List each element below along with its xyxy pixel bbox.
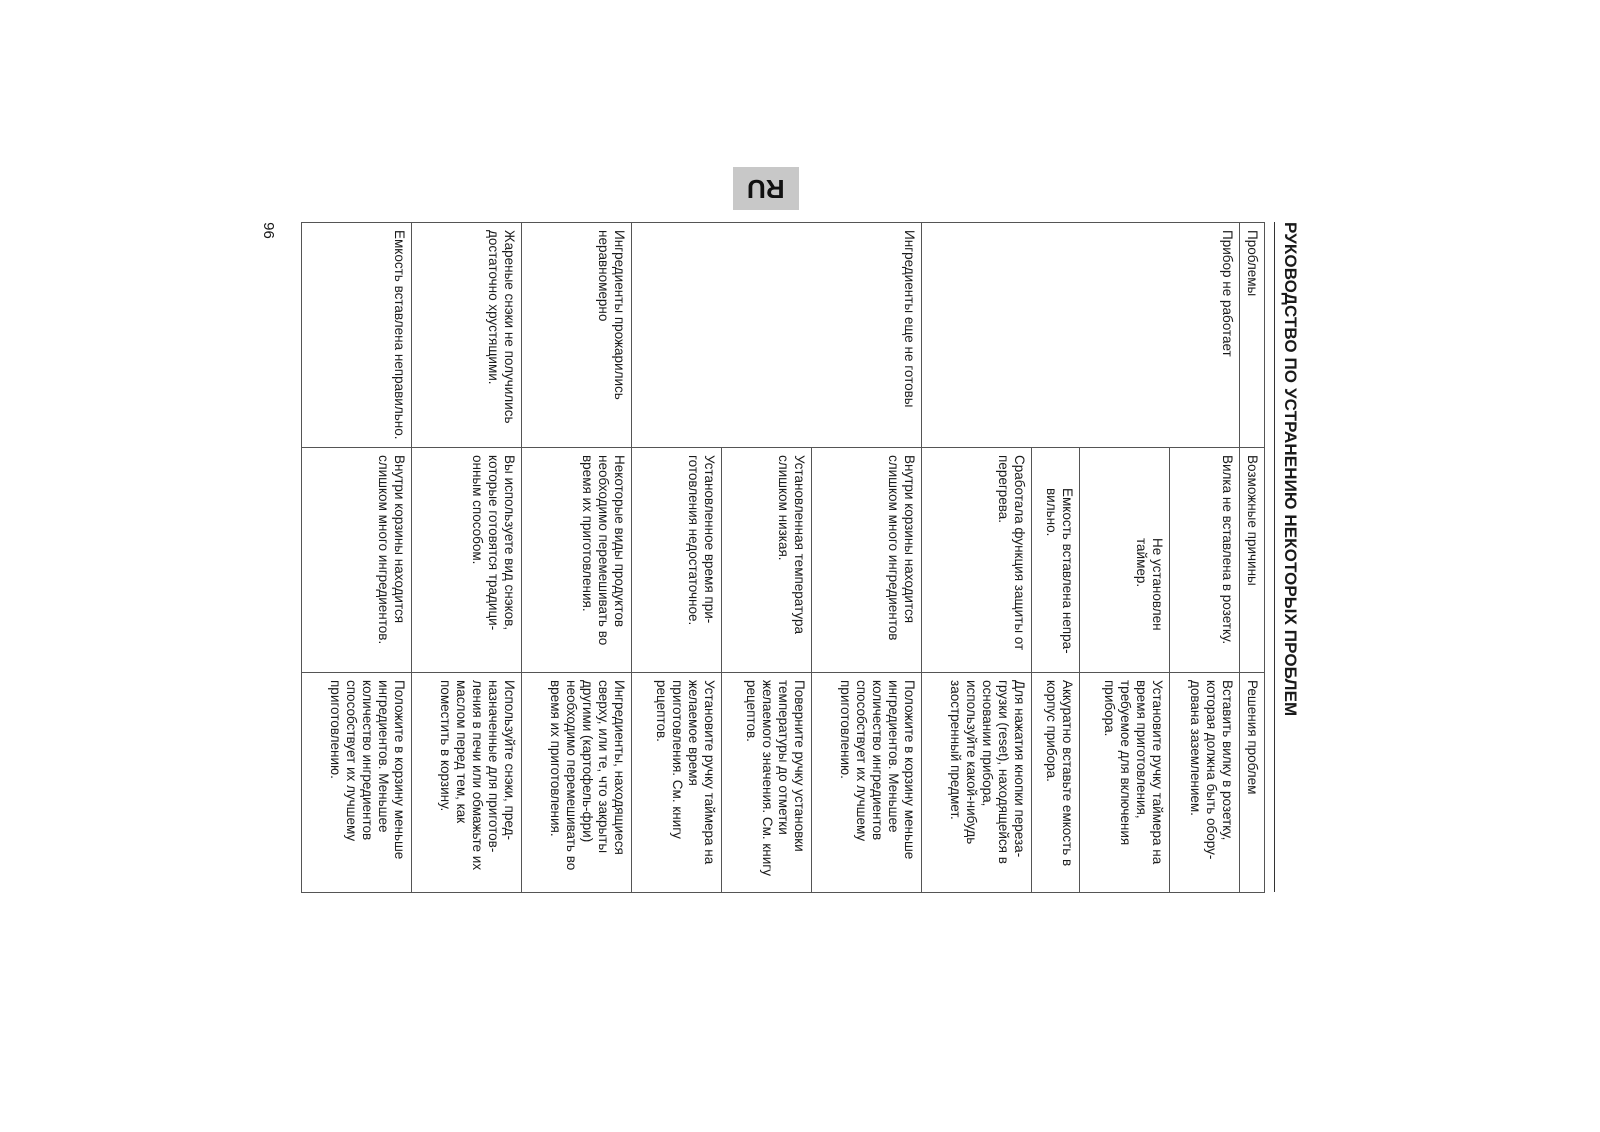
table-row	[302, 223, 412, 893]
cause-cell: Не установлен таймер.	[1080, 448, 1170, 673]
cause-cell: Вы используете вид снэков, которые готовятся традиционным способом.	[412, 448, 522, 673]
solution-cell: Поверните ручку установки температуры до отметки желаемого значения. См. книгу рецептов.	[722, 673, 812, 893]
solution-cell: Установите ручку таймера на время приготовления, требуемое для включения прибора.	[1080, 673, 1170, 893]
table-row	[1170, 223, 1240, 893]
cause-cell: Установленное время приготовления недостаточное.	[632, 448, 722, 673]
cause-cell: Внутри корзины находится слишком много ингредиентов.	[302, 448, 412, 673]
problem-cell: Емкость вставлена неправильно.	[302, 223, 412, 448]
cause-cell: Внутри корзины находится слишком много ингредиентов	[812, 448, 922, 673]
problem-cell: Прибор не работает	[922, 223, 1240, 448]
table-header-row	[1240, 223, 1265, 893]
table-row	[412, 223, 522, 893]
solution-cell: Положите в корзину меньше ингредиентов. Меньшее количество ингредиентов способствует их лучшему приготовлению.	[302, 673, 412, 893]
page-number-label: 96	[259, 221, 277, 239]
solution-cell: Для нажатия кнопки перезагрузки (reset), находящейся в основании прибора, используйте какой-нибудь заостренный предмет.	[922, 673, 1032, 893]
solution-cell: Установите ручку таймера на желаемое время приготовления. См. книгу рецептов.	[632, 673, 722, 893]
title-divider	[1274, 222, 1275, 892]
cause-cell: Сработала функция защиты от перегрева.	[922, 448, 1032, 673]
troubleshooting-table	[301, 222, 1265, 893]
cause-cell: Емкость вставлена неправильно.	[1032, 448, 1080, 673]
problem-cell: Ингредиенты прожарились неравномерно	[522, 223, 632, 448]
solution-cell: Ингредиенты, находящиеся сверху, или те, что закрыты другими (картофель-фри) необходимо перемешивать во время их приготовления.	[522, 673, 632, 893]
language-badge-label: RU	[747, 174, 785, 204]
header-causes: Возможные причины	[1240, 448, 1265, 673]
language-badge	[733, 167, 799, 210]
cause-cell: Установленная температура слишком низкая.	[722, 448, 812, 673]
table-row	[522, 223, 632, 893]
solution-cell: Вставить вилку в розетку, которая должна быть оборудована заземлением.	[1170, 673, 1240, 893]
rotated-page-content	[290, 222, 1300, 892]
header-solutions: Решения проблем	[1240, 673, 1265, 893]
table-row	[812, 223, 922, 893]
cause-cell: Некоторые виды продуктов необходимо перемешивать во время их приготовления.	[522, 448, 632, 673]
problem-cell: Ингредиенты еще не готовы	[632, 223, 922, 448]
solution-cell: Аккуратно вставьте емкость в корпус прибора.	[1032, 673, 1080, 893]
page-title: РУКОВОДСТВО ПО УСТРАНЕНИЮ НЕКОТОРЫХ ПРОБЛЕМ	[1281, 222, 1300, 717]
header-problems: Проблемы	[1240, 223, 1265, 448]
solution-cell: Положите в корзину меньше ингредиентов. Меньшее количество ингредиентов способствует их лучшему приготовлению.	[812, 673, 922, 893]
cause-cell: Вилка не вставлена в розетку.	[1170, 448, 1240, 673]
page-number	[256, 218, 280, 242]
problem-cell: Жареные снэки не получились достаточно хрустящими.	[412, 223, 522, 448]
solution-cell: Используйте снэки, предназначенные для приготовления в печи или обмажьте их маслом перед тем, как поместить в корзину.	[412, 673, 522, 893]
